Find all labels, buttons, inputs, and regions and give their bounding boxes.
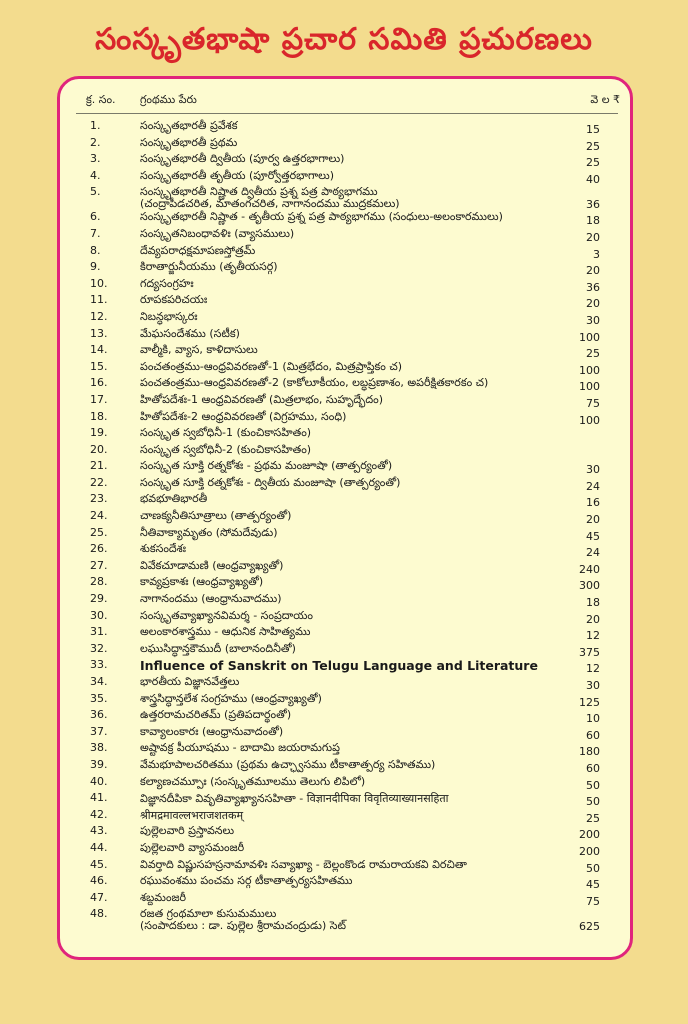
book-name: లఘుసిద్ధాన్తకౌముదీ (బాలానందినీతో) — [140, 641, 296, 655]
book-name: కల్యాణచమ్పూః (సంస్కృతమూలము తెలుగు లిపిలో) — [140, 774, 366, 788]
book-row — [60, 725, 630, 742]
book-number: 26. — [90, 542, 108, 556]
book-price: 25 — [586, 811, 600, 825]
book-price: 36 — [586, 198, 600, 212]
book-number: 3. — [90, 152, 101, 166]
book-row — [60, 891, 630, 908]
book-number: 41. — [90, 791, 108, 805]
book-row — [60, 426, 630, 443]
book-row — [60, 858, 630, 875]
book-row — [60, 327, 630, 344]
book-number: 31. — [90, 625, 108, 639]
book-name: సంస్కృత స్వబోధినీ-1 (కుంచికాసహితం) — [140, 426, 312, 440]
book-price: 75 — [586, 396, 600, 410]
book-row — [60, 310, 630, 327]
book-name: శబ్దమంజరీ — [140, 890, 187, 904]
book-number: 9. — [90, 260, 101, 274]
book-name-line2: (సంపాదకులు : డా. పుల్లెల శ్రీరామచంద్రుడు) సెట్ — [140, 919, 346, 933]
book-number: 12. — [90, 309, 108, 323]
book-price: 125 — [579, 695, 600, 709]
book-name: సంస్కృత స్వబోధినీ-2 (కుంచికాసహితం) — [140, 442, 312, 456]
book-row — [60, 692, 630, 709]
book-name: నిబన్ధభాస్కరః — [140, 309, 198, 323]
book-row — [60, 824, 630, 841]
book-row — [60, 609, 630, 626]
book-name: సంస్కృతభారతీ ప్రవేశక — [140, 119, 238, 132]
book-price: 12 — [586, 629, 600, 643]
book-number: 39. — [90, 757, 108, 771]
book-row — [60, 841, 630, 858]
book-name: సంస్కృతభారతీ తృతీయ (పూర్వోత్తరభాగాలు) — [140, 168, 334, 182]
book-row — [60, 741, 630, 758]
book-name: చాణక్యనీతిసూత్రాలు (తాత్పర్యంతో) — [140, 509, 292, 523]
book-price: 15 — [586, 123, 600, 136]
book-price: 10 — [586, 712, 600, 726]
book-row — [60, 227, 630, 244]
book-name: సంస్కృతనిబంధావళిః (వ్యాసములు) — [140, 226, 295, 240]
book-price: 50 — [586, 795, 600, 809]
book-number: 5. — [90, 185, 101, 199]
book-row — [60, 244, 630, 261]
book-row — [60, 642, 630, 659]
book-row — [60, 293, 630, 310]
book-price: 3 — [593, 247, 600, 261]
book-price: 50 — [586, 778, 600, 792]
book-name: Influence of Sanskrit on Telugu Language and Literature — [140, 658, 538, 674]
book-name: సంస్కృత సూక్తి రత్నకోశః - ద్వితీయ మంజూషా (తాత్పర్యంతో) — [140, 475, 401, 489]
book-number: 42. — [90, 807, 108, 821]
book-name: రఘువంశము పంచమ సర్గ టీకాతాత్పర్యసహితము — [140, 874, 353, 888]
book-number: 19. — [90, 426, 108, 440]
book-row — [60, 119, 630, 136]
book-row — [60, 874, 630, 891]
book-name: కావ్యాలంకారః (ఆంధ్రానువాదంతో) — [140, 724, 284, 738]
book-number: 32. — [90, 641, 108, 655]
book-row — [60, 393, 630, 410]
book-price: 18 — [586, 596, 600, 610]
book-row — [60, 260, 630, 277]
book-price: 625 — [579, 920, 600, 934]
book-number: 38. — [90, 741, 108, 755]
book-row — [60, 559, 630, 576]
book-row — [60, 758, 630, 775]
book-row — [60, 459, 630, 476]
book-row — [60, 526, 630, 543]
book-number: 36. — [90, 708, 108, 722]
header-divider — [76, 113, 618, 114]
book-price: 240 — [579, 562, 600, 576]
book-number: 33. — [90, 658, 108, 672]
book-number: 45. — [90, 857, 108, 871]
book-name: కిరాతార్జునీయము (తృతీయసర్గ) — [140, 260, 278, 274]
column-header-number: క్ర. సం. — [86, 93, 116, 106]
book-name: వేమభూపాలచరితము (ప్రథమ ఉచ్ఛ్వాసము టీకాతాత్పర్య సహితము) — [140, 757, 436, 771]
book-name: వివేకచూడామణి (ఆంధ్రవ్యాఖ్యతో) — [140, 558, 284, 572]
book-price: 50 — [586, 861, 600, 875]
book-number: 29. — [90, 592, 108, 606]
book-name: సంస్కృతభారతీ నిష్ణాత ద్వితీయ ప్రశ్న పత్ర పాఠ్యభాగము — [140, 185, 378, 199]
book-list-panel — [57, 76, 633, 960]
book-row — [60, 592, 630, 609]
book-price: 200 — [579, 828, 600, 842]
book-name: నీతివాక్యామృతం (సోమదేవుడు) — [140, 525, 278, 539]
book-price: 100 — [579, 380, 600, 394]
book-number: 15. — [90, 359, 108, 373]
book-name: ఉత్తరరామచరితమ్ (ప్రతిపదార్థంతో) — [140, 708, 292, 722]
book-name: వివర్తాది విష్ణుసహస్రనామావళిః సవ్యాఖ్యా - బెల్లంకొండ రామరాయకవి విరచితా — [140, 857, 467, 871]
book-number: 20. — [90, 442, 108, 456]
book-price: 30 — [586, 463, 600, 477]
book-row — [60, 625, 630, 642]
book-price: 45 — [586, 878, 600, 892]
book-number: 8. — [90, 243, 101, 257]
book-price: 200 — [579, 844, 600, 858]
book-price: 60 — [586, 761, 600, 775]
book-name: విజ్ఞానదీపికా వివృతివ్యాఖ్యానసహితా - विज्ञानदीपिका विवृतिव्याख्यानसहिता — [140, 792, 449, 806]
book-price: 24 — [586, 479, 600, 493]
book-name: శాస్త్రసిద్ధాన్తలేశ సంగ్రహము (ఆంధ్రవ్యాఖ్యతో) — [140, 691, 322, 705]
book-price: 30 — [586, 313, 600, 327]
book-number: 17. — [90, 392, 108, 406]
book-number: 6. — [90, 210, 101, 224]
book-row — [60, 169, 630, 186]
book-number: 24. — [90, 509, 108, 523]
book-price: 16 — [586, 496, 600, 510]
book-name: భవభూతిభారతీ — [140, 492, 208, 506]
book-row — [60, 542, 630, 559]
book-number: 22. — [90, 475, 108, 489]
book-name: నాగానందము (ఆంధ్రానువాదము) — [140, 592, 282, 606]
book-row — [60, 343, 630, 360]
book-row — [60, 376, 630, 393]
book-price: 100 — [579, 413, 600, 427]
book-price: 180 — [579, 745, 600, 759]
book-number: 13. — [90, 326, 108, 340]
book-name: వాల్మీకి, వ్యాస, కాళిదాసులు — [140, 343, 258, 357]
book-list — [60, 119, 630, 932]
book-name: గద్యసంగ్రహః — [140, 276, 194, 290]
book-row — [60, 152, 630, 169]
book-number: 1. — [90, 119, 101, 132]
book-row — [60, 509, 630, 526]
book-number: 46. — [90, 874, 108, 888]
book-number: 40. — [90, 774, 108, 788]
book-name: కావ్యప్రకాశః (ఆంధ్రవ్యాఖ్యతో) — [140, 575, 264, 589]
book-number: 34. — [90, 675, 108, 688]
book-number: 18. — [90, 409, 108, 423]
book-row — [60, 808, 630, 825]
book-name: సంస్కృతభారతీ నిష్ణాత - తృతీయ ప్రశ్న పత్ర పాఠ్యభాగము (సంధులు-అలంకారములు) — [140, 210, 503, 224]
book-name: రజత గ్రంథమాలా కుసుమములు — [140, 907, 277, 921]
book-number: 2. — [90, 135, 101, 149]
book-number: 47. — [90, 890, 108, 904]
book-name: హితోపదేశః-1 ఆంధ్రవివరణతో (మిత్రలాభం, సుహృద్భేదం) — [140, 392, 384, 406]
book-row — [60, 476, 630, 493]
book-price: 100 — [579, 363, 600, 377]
book-row — [60, 410, 630, 427]
book-name: హితోపదేశః-2 ఆంధ్రవివరణతో (విగ్రహము, సంధి) — [140, 409, 347, 423]
book-number: 44. — [90, 840, 108, 854]
book-name: పుల్లెలవారి వ్యాసమంజరీ — [140, 840, 245, 854]
book-row — [60, 136, 630, 153]
book-name: రూపకపరిచయః — [140, 293, 208, 307]
book-row — [60, 185, 630, 210]
book-price: 75 — [586, 894, 600, 908]
book-name: పంచతంత్రము-ఆంధ్రవివరణతో-1 (మిత్రభేదం, మిత్రప్రాప్తికం చ) — [140, 359, 402, 373]
book-price: 30 — [586, 679, 600, 692]
book-price: 60 — [586, 728, 600, 742]
book-row — [60, 360, 630, 377]
book-price: 18 — [586, 214, 600, 228]
book-number: 11. — [90, 293, 108, 307]
book-name: పుల్లెలవారి ప్రస్తావనలు — [140, 824, 235, 838]
book-number: 16. — [90, 376, 108, 390]
book-name: श्रीमद्रमावल्लभराजशतकम् — [140, 808, 244, 822]
book-number: 35. — [90, 691, 108, 705]
book-number: 4. — [90, 168, 101, 182]
book-price: 100 — [579, 330, 600, 344]
book-name: అలంకారశాస్త్రము - ఆధునిక సాహిత్యము — [140, 625, 311, 639]
book-number: 43. — [90, 824, 108, 838]
book-row — [60, 907, 630, 932]
column-header-book-name: గ్రంథము పేరు — [140, 93, 197, 106]
book-price: 25 — [586, 139, 600, 153]
book-name: మేఘసందేశము (సటీక) — [140, 326, 240, 340]
book-number: 27. — [90, 558, 108, 572]
book-row — [60, 775, 630, 792]
book-price: 24 — [586, 546, 600, 560]
book-row — [60, 575, 630, 592]
book-number: 48. — [90, 907, 108, 921]
book-price: 300 — [579, 579, 600, 593]
book-name: దేవ్యపరాధక్షమాపణస్తోత్రమ్ — [140, 243, 256, 257]
book-number: 7. — [90, 226, 101, 240]
book-price: 45 — [586, 529, 600, 543]
book-row — [60, 492, 630, 509]
book-price: 20 — [586, 230, 600, 244]
book-price: 12 — [586, 662, 600, 676]
book-number: 10. — [90, 276, 108, 290]
book-name: భారతీయ విజ్ఞానవేత్తలు — [140, 675, 240, 688]
book-number: 28. — [90, 575, 108, 589]
book-number: 37. — [90, 724, 108, 738]
book-price: 20 — [586, 297, 600, 311]
book-row — [60, 791, 630, 808]
book-name: సంస్కృతవ్యాఖ్యానవిమర్శ - సంప్రదాయం — [140, 608, 313, 622]
book-name: సంస్కృతభారతీ ద్వితీయ (పూర్వ ఉత్తరభాగాలు) — [140, 152, 345, 166]
book-name: సంస్కృత సూక్తి రత్నకోశః - ప్రథమ మంజూషా (తాత్పర్యంతో) — [140, 459, 393, 473]
book-row — [60, 658, 630, 675]
book-row — [60, 277, 630, 294]
book-price: 36 — [586, 280, 600, 294]
book-number: 30. — [90, 608, 108, 622]
book-price: 20 — [586, 513, 600, 527]
book-name: శుకసందేశః — [140, 542, 186, 556]
book-row — [60, 675, 630, 692]
book-price: 25 — [586, 156, 600, 170]
book-row — [60, 443, 630, 460]
page-title: సంస్కృతభాషా ప్రచార సమితి ప్రచురణలు — [95, 22, 593, 57]
book-name: పంచతంత్రము-ఆంధ్రవివరణతో-2 (కాకోలూకీయం, లబ్ధప్రణాశం, అపరీక్షితకారకం చ) — [140, 376, 489, 390]
book-number: 25. — [90, 525, 108, 539]
book-name-line2: (చంద్రాపీడచరిత, మాతంగచరిత, నాగానందము ముద్రకమలు) — [140, 197, 400, 211]
book-row — [60, 708, 630, 725]
book-row — [60, 210, 630, 227]
book-price: 20 — [586, 612, 600, 626]
book-number: 14. — [90, 343, 108, 357]
column-header-price: వె ల ₹ — [590, 93, 620, 106]
book-price: 40 — [586, 172, 600, 186]
book-number: 23. — [90, 492, 108, 506]
book-number: 21. — [90, 459, 108, 473]
book-price: 20 — [586, 264, 600, 278]
book-price: 375 — [579, 645, 600, 659]
book-price: 25 — [586, 347, 600, 361]
book-name: అష్టావక్ర పీయూషము - బాదామి జయరామగుప్త — [140, 741, 340, 755]
book-name: సంస్కృతభారతీ ప్రథమ — [140, 135, 238, 149]
